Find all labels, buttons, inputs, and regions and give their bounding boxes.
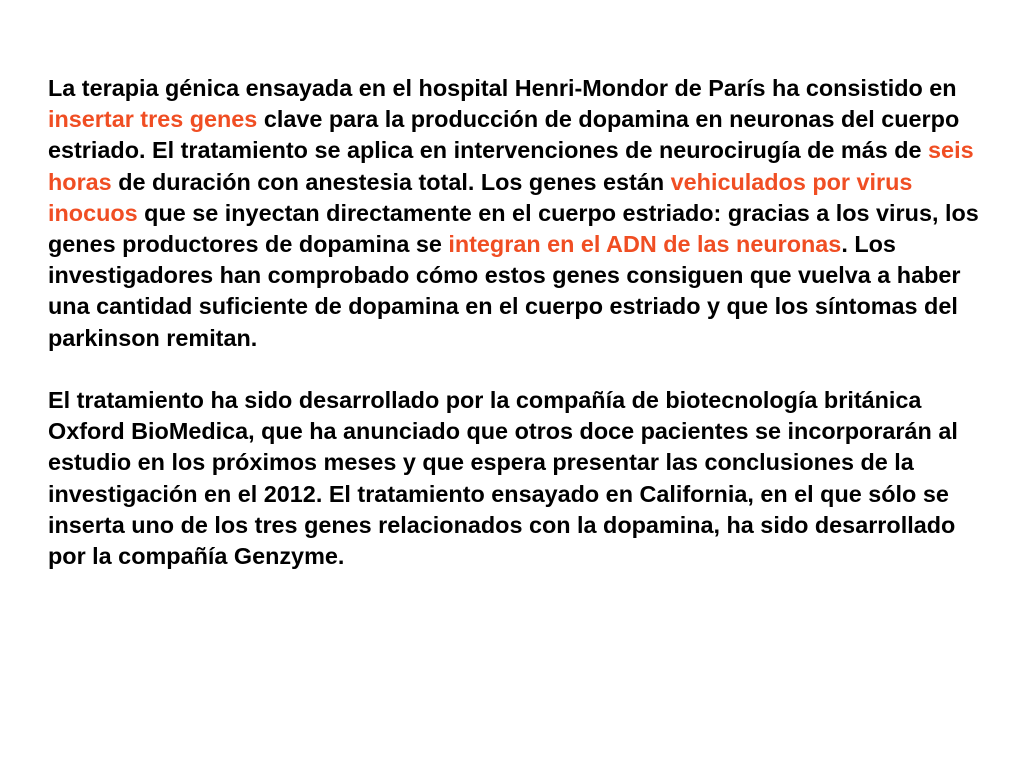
- paragraph-oxford-biomedica: [48, 385, 988, 572]
- text-segment: clave para la producción de dopamina en neuronas del cuerpo estriado. El tratamiento se aplica en intervenciones de neurocirugía de más de: [48, 106, 960, 164]
- text-segment: El tratamiento ha sido desarrollado por la compañía de biotecnología británica Oxford BioMedica, que ha anunciado que otros doce pacientes se incorporarán al estudio en los próximos meses y que espera presentar las conclusiones de la investigación en el 2012. El tratamiento ensayado en California, en el que sólo se inserta uno de los tres genes relacionados con la dopamina, ha sido desarrollado por la compañía Genzyme.: [48, 387, 958, 570]
- highlight-integrate-dna: integran en el ADN de las neuronas: [448, 231, 842, 258]
- text-segment: La terapia génica ensayada en el hospital Henri-Mondor de París ha consistido en: [48, 75, 957, 101]
- text-segment: que se inyectan directamente en el cuerpo estriado: gracias a los virus, los genes productores de dopamina se: [48, 199, 979, 258]
- text-segment: de duración con anestesia total. Los genes están: [111, 168, 671, 195]
- highlight-harmless-viruses: vehiculados por virus inocuos: [48, 168, 913, 226]
- slide-text-body: [48, 73, 988, 572]
- highlight-six-hours: seis horas: [48, 137, 974, 195]
- paragraph-gene-therapy: [48, 73, 988, 354]
- text-segment: . Los investigadores han comprobado cómo estos genes consiguen que vuelva a haber una cantidad suficiente de dopamina en el cuerpo estriado y que los síntomas del parkinson remitan.: [48, 231, 961, 351]
- highlight-insert-three-genes: insertar tres genes: [48, 106, 258, 133]
